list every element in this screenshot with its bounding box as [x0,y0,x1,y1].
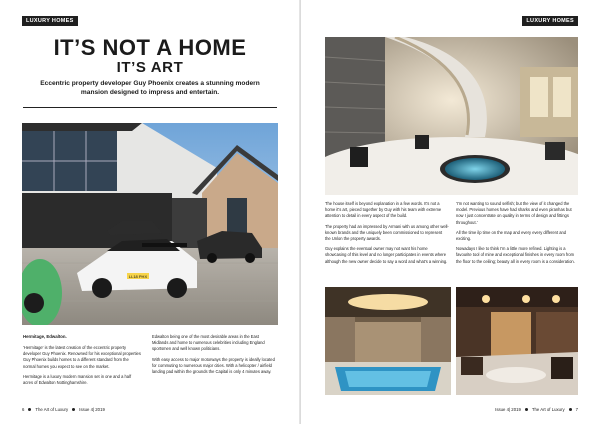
headline-line2: IT’S ART [116,59,184,76]
headline-line1: IT’S NOT A HOME [53,35,247,60]
page-number: 7 [575,407,578,412]
paragraph: The house itself is beyond explanation in a few words. It's not a home it's art, pieced together by Guy with his team with extreme attention to detail in every aspect of the build. [325,201,442,219]
paragraph: The property had an impressed by Armani with us among other well-known brands and the uniquely been commissioned to represent the Unlon the property awards. [325,223,449,242]
car-number-plate: LL18 PHX [128,274,148,279]
indoor-pool-photo [325,287,451,395]
paragraph: 'Hermitage' is the latest creation of the eccentric property developer Guy Phoenix. Renowned for his exceptional properties Guy Phoenix builds homes to a different standard from the normal homes you expect to see on the market. [23,345,141,369]
paragraph: 'I'm not wanting to sound selfish; but the view of it changed the model. Previous homes have had sharks and even piranhas but now I just concentrate on quality in terms of design and fittings throughout.' [456,201,572,225]
bullet-icon [72,408,75,411]
magazine-title: The Art of Luxury [531,407,565,412]
section-tag-left: LUXURY HOMES [22,16,78,26]
body-column-2 [152,334,276,379]
body-column-3 [325,201,449,269]
footer-left [22,407,105,412]
staircase-interior-photo [325,37,578,195]
lounge-interior-photo [456,287,578,395]
body-column-1 [23,345,141,390]
issue-label: Issue 4| 2019 [79,407,105,412]
divider-rule [23,107,277,108]
photo-caption: Hermitage, Edwalton. [23,334,67,339]
paragraph: Edwalton being one of the most desirable areas in the East Midlands and home to numerous celebrities including England sportsmen and well known politicians. [152,334,265,352]
paragraph: Guy explains the eventual owner may not want his home showcasing of this level and no longer participates in events where although the new owner decide to say a word and what's a winning. [325,246,448,264]
footer-right [495,407,578,412]
mansion-exterior-photo [22,123,278,325]
headline [0,37,300,77]
body-column-4 [456,201,578,269]
paragraph: With easy access to major motorways the property is ideally located for commuting to numerous major cities. With a helicopter / airfield landing pad within the grounds the Capital is only 4 minutes away. [152,356,275,375]
magazine-title: The Art of Luxury [35,407,69,412]
page-number: 6 [22,407,25,412]
bullet-icon [525,408,528,411]
paragraph: Nowadays I like to think I'm a little more refined. Lighting is a favourite tool of mine and exceptional finishes in every room from the floor to the ceiling; beauty all in every room is a consideration. [456,246,575,264]
paragraph: Hermitage is a luxury modern mansion set in one and a half acres of Edwalton Nottinghamshire. [23,373,132,386]
issue-label: Issue 4| 2019 [495,407,521,412]
paragraph: All the time ilp time on the map and every every different and exciting. [456,229,567,242]
bullet-icon [28,408,31,411]
standfirst: Eccentric property developer Guy Phoenix creates a stunning modern mansion designed to impress and entertain. [40,80,260,96]
bullet-icon [569,408,572,411]
section-tag-right: LUXURY HOMES [522,16,578,26]
